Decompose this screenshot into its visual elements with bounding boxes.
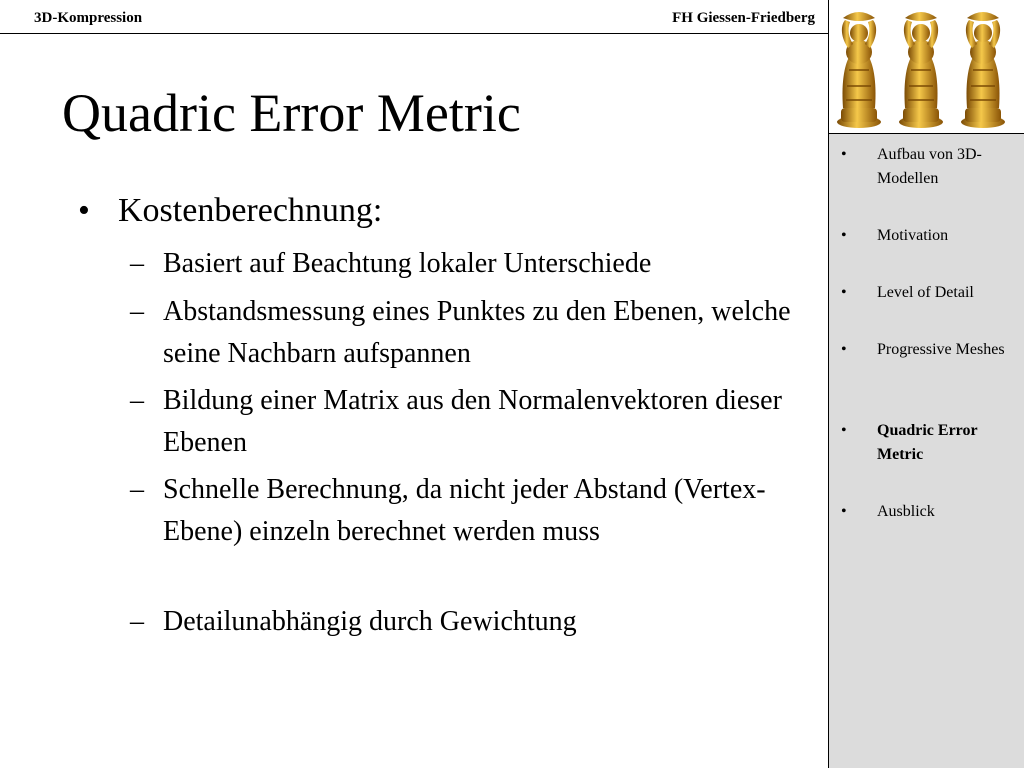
- header-institution: FH Giessen-Friedberg: [672, 10, 815, 26]
- sub-bullet-marker: –: [130, 248, 144, 279]
- sidebar-bullet-marker: •: [841, 503, 847, 520]
- sidebar-item-label: Progressive Meshes: [877, 341, 1005, 358]
- sidebar-item-label: Quadric Error Metric: [877, 422, 978, 463]
- sidebar-bullet-marker: •: [841, 284, 847, 301]
- sub-bullet-marker: –: [130, 385, 144, 416]
- sub-bullet-text: Detailunabhängig durch Gewichtung: [163, 606, 577, 637]
- sidebar-bullet-marker: •: [841, 422, 847, 439]
- logo-panel: [828, 0, 1024, 134]
- bullet-marker: •: [78, 192, 90, 229]
- sidebar-agenda: [828, 134, 1024, 768]
- sidebar-item-label: Ausblick: [877, 503, 935, 520]
- slide-title: Quadric Error Metric: [62, 83, 521, 143]
- sidebar-item-label: Aufbau von 3D-Modellen: [877, 146, 982, 187]
- header-divider: [0, 33, 828, 34]
- sidebar-bullet-marker: •: [841, 146, 847, 163]
- sub-bullet-text: Bildung einer Matrix aus den Normalenvektoren dieser Ebenen: [163, 385, 782, 458]
- sidebar-bullet-marker: •: [841, 341, 847, 358]
- sub-bullet-text: Schnelle Berechnung, da nicht jeder Abstand (Vertex-Ebene) einzeln berechnet werden muss: [163, 474, 766, 547]
- sidebar-item-label: Level of Detail: [877, 284, 974, 301]
- sub-bullet-marker: –: [130, 606, 144, 637]
- buddha-statue-icon: [837, 12, 881, 128]
- sub-bullet-text: Basiert auf Beachtung lokaler Unterschiede: [163, 248, 652, 279]
- sidebar-bullet-marker: •: [841, 227, 847, 244]
- sidebar-item-label: Motivation: [877, 227, 949, 244]
- sub-bullet-marker: –: [130, 296, 144, 327]
- sub-bullet-marker: –: [130, 474, 144, 505]
- sub-bullet-text: Abstandsmessung eines Punktes zu den Ebenen, welche seine Nachbarn aufspannen: [163, 296, 791, 369]
- golden-buddha-statues-icon: [829, 0, 1023, 132]
- header-course-title: 3D-Kompression: [34, 10, 143, 26]
- main-bullet-text: Kostenberechnung:: [118, 192, 383, 229]
